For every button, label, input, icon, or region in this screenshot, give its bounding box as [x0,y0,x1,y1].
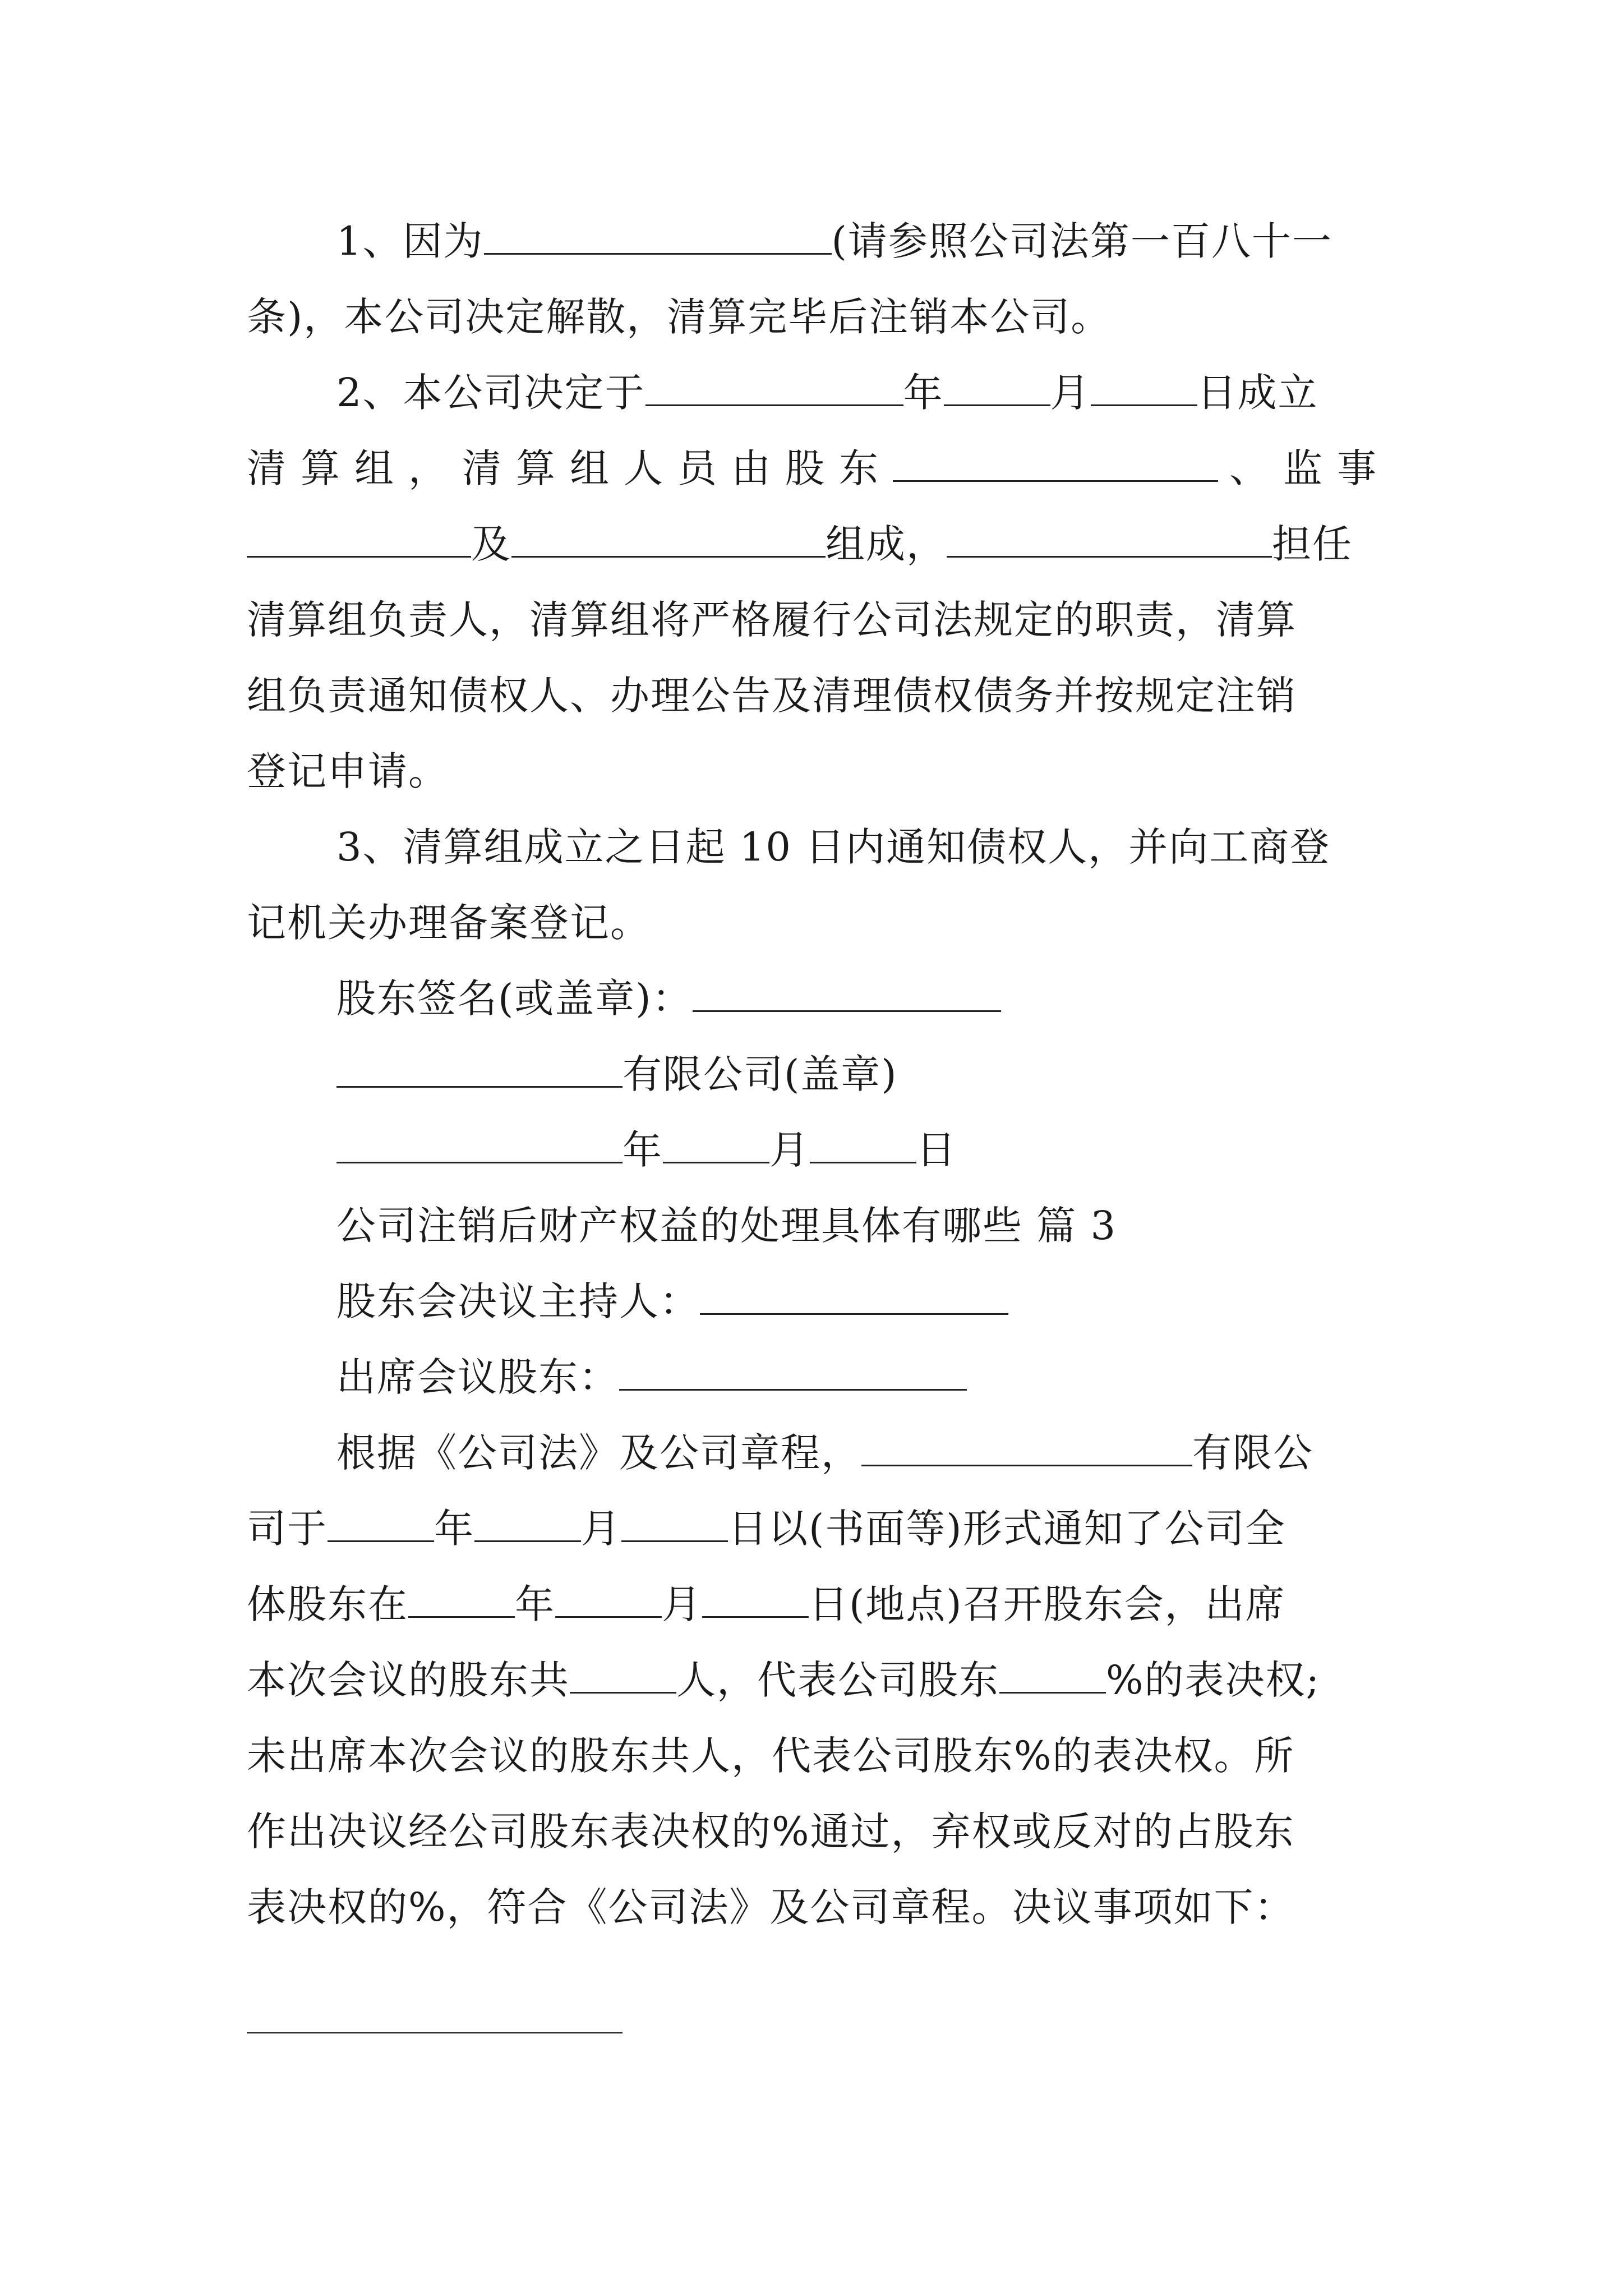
blank-field[interactable] [474,1509,581,1542]
text-line: 未出席本次会议的股东共人，代表公司股东%的表决权。所 [247,1733,1295,1779]
blank-field[interactable] [247,524,471,558]
text: 体股东在 [247,1581,408,1627]
text-line [247,445,1391,491]
company-name-blank[interactable] [336,1055,623,1088]
text-line [336,1127,957,1173]
text: 年 [434,1506,474,1552]
blank-field[interactable] [555,1585,662,1618]
text: (请参照公司法第一百八十一 [831,218,1332,264]
text-line: 作出决议经公司股东表决权的%通过，弃权或反对的占股东 [247,1809,1295,1855]
text-line [336,1354,967,1400]
blank-field[interactable] [810,1130,916,1163]
text: 有限公司(盖章) [623,1051,898,1097]
blank-field[interactable] [861,1433,1192,1466]
text: 日 [916,1127,957,1173]
text: 有限公 [1192,1430,1313,1476]
text: 2、本公司决定于 [336,370,645,416]
text: 年 [623,1127,663,1173]
blank-field[interactable] [663,1130,769,1163]
text: 出席会议股东： [336,1354,619,1400]
blank-field[interactable] [619,1358,967,1391]
text-line: 条)，本公司决定解散，清算完毕后注销本公司。 [247,294,1112,340]
text-line: 清算组负责人，清算组将严格履行公司法规定的职责，清算 [247,597,1297,643]
signature-blank[interactable] [693,979,1001,1012]
footnote-separator [247,2032,623,2033]
blank-field[interactable] [702,1585,809,1618]
text: 股东签名(或盖章)： [336,976,693,1022]
text: 日以(书面等)形式通知了公司全 [728,1506,1286,1552]
blank-field[interactable] [328,1509,434,1542]
text-line: 记机关办理备案登记。 [247,900,651,946]
text-line: 组负责通知债权人、办理公告及清理债权债务并按规定注销 [247,673,1297,719]
text-line [247,1657,1321,1703]
text: 月 [662,1581,702,1627]
blank-field[interactable] [1091,373,1197,406]
text: 、监事 [1229,445,1391,491]
text: 组成， [826,521,947,567]
text-line [336,1278,1008,1324]
blank-field[interactable] [621,1509,728,1542]
blank-field[interactable] [645,373,903,406]
text-line [336,370,1318,416]
text: 年 [903,370,944,416]
blank-field[interactable] [570,1660,676,1694]
text: 担任 [1272,521,1353,567]
text: 人，代表公司股东 [676,1657,999,1703]
blank-field[interactable] [336,1130,623,1163]
blank-field[interactable] [511,524,826,558]
text: 本次会议的股东共 [247,1657,570,1703]
text-line [336,1430,1313,1476]
text-line [247,1506,1286,1552]
text-line: 表决权的%，符合《公司法》及公司章程。决议事项如下： [247,1884,1295,1930]
text-line [247,521,1353,567]
blank-field[interactable] [947,524,1272,558]
text: 司于 [247,1506,328,1552]
text: 月 [581,1506,621,1552]
blank-field[interactable] [999,1660,1106,1694]
text: 月 [769,1127,810,1173]
text: 及 [471,521,511,567]
blank-field[interactable] [408,1585,515,1618]
text: 股东会决议主持人： [336,1278,700,1324]
text: 年 [515,1581,555,1627]
blank-field[interactable] [700,1282,1008,1315]
text: 1、因为 [336,218,484,264]
text-line [336,218,1332,264]
text: 日成立 [1197,370,1318,416]
text-line: 登记申请。 [247,748,449,794]
text: 清算组，清算组人员由股东 [247,445,893,491]
text: 根据《公司法》及公司章程， [336,1430,861,1476]
text-line: 3、清算组成立之日起 10 日内通知债权人，并向工商登 [336,824,1331,870]
text: 月 [1050,370,1091,416]
text: 日(地点)召开股东会，出席 [809,1581,1286,1627]
section-heading: 公司注销后财产权益的处理具体有哪些 篇 3 [336,1203,1117,1249]
blank-field[interactable] [944,373,1050,406]
blank-field[interactable] [893,449,1218,482]
blank-field[interactable] [484,222,832,255]
text-line [336,976,1001,1022]
text-line [247,1581,1286,1627]
text: %的表决权; [1106,1657,1321,1703]
text-line [336,1051,898,1097]
